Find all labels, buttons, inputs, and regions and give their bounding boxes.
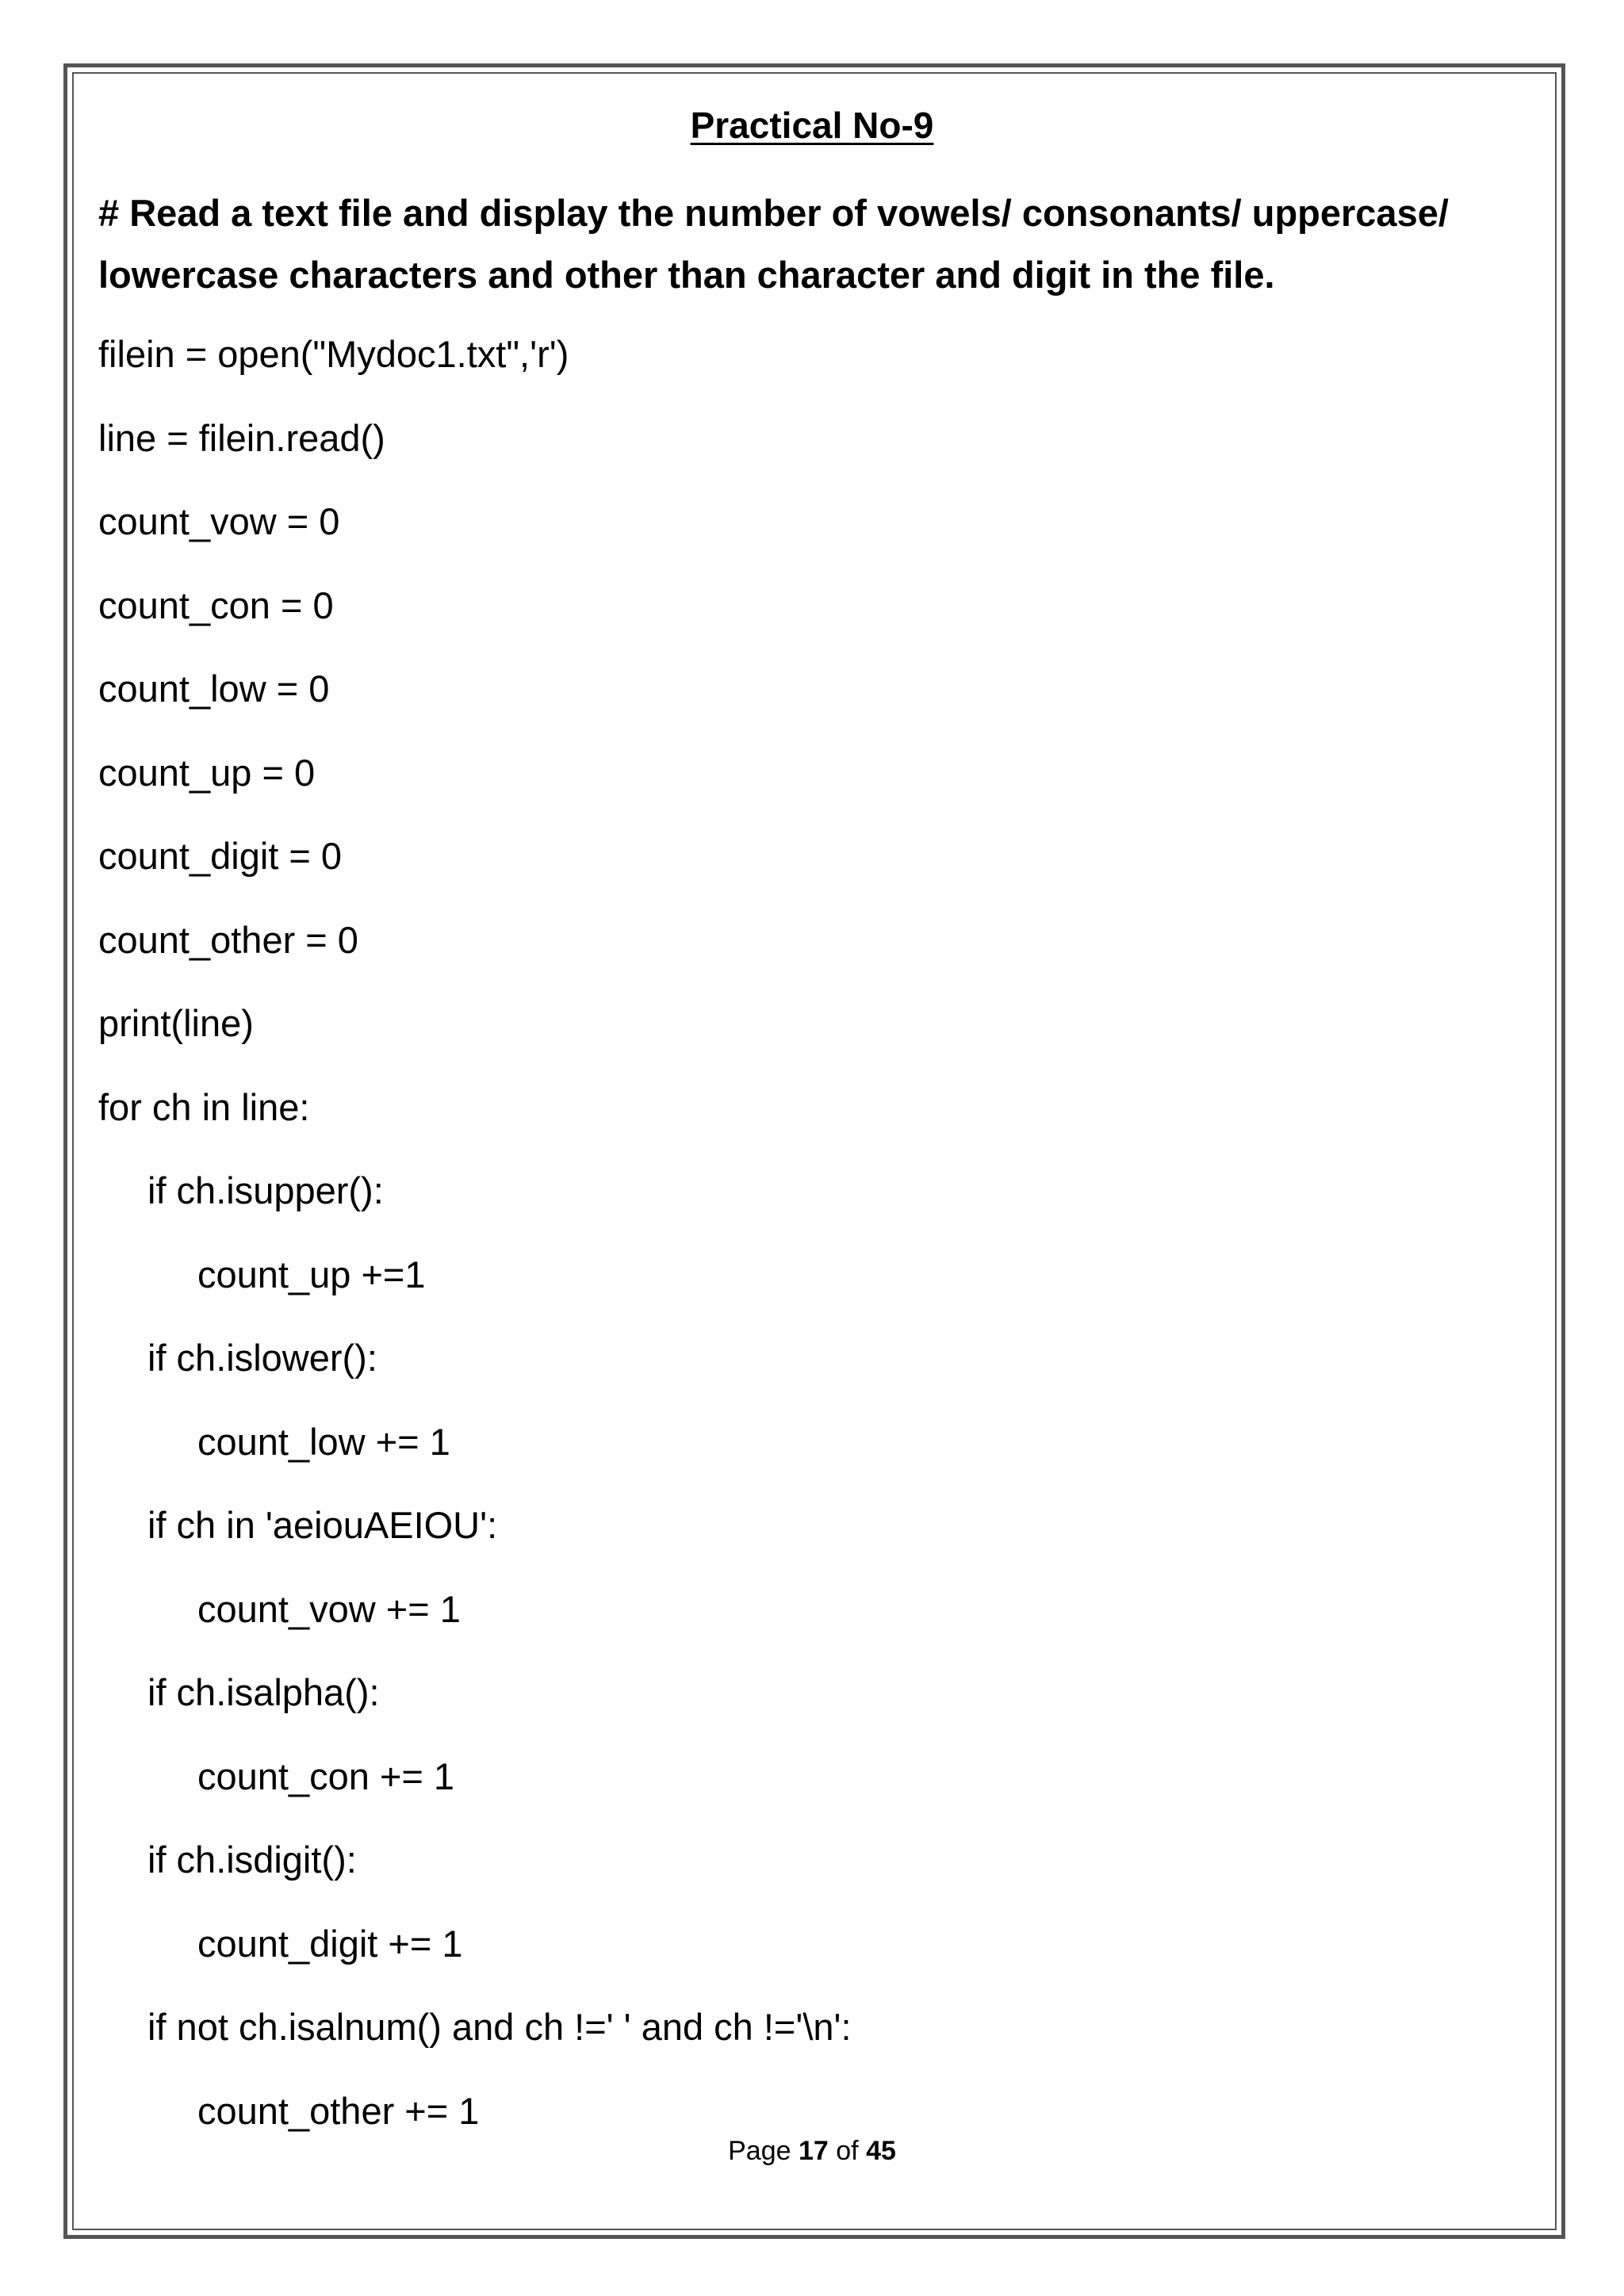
code-line: count_low = 0 [98,668,330,710]
code-line: count_vow = 0 [98,500,340,542]
code-line: count_digit = 0 [98,835,343,877]
current-page: 17 [798,2136,829,2166]
total-pages: 45 [866,2136,896,2166]
of-label: of [836,2136,859,2166]
code-line: filein = open("Mydoc1.txt",'r') [98,333,569,375]
code-line: print(line) [98,1002,254,1044]
code-line: count_other = 0 [98,918,358,961]
practical-title: Practical No-9 [690,105,934,146]
code-line: if ch.isdigit(): [147,1839,357,1881]
code-line: line = filein.read() [98,416,385,459]
code-line: if ch.isupper(): [147,1169,384,1211]
code-line: count_con += 1 [197,1755,455,1797]
task-heading: # Read a text file and display the number of vowels/ consonants/ uppercase/ lowercase characters and other than character and digit in the file. [98,192,1449,296]
page-number [0,2131,1624,2171]
code-line: count_digit += 1 [197,1922,463,1965]
code-line: if ch.isalpha(): [147,1671,380,1713]
code-line: for ch in line: [98,1085,310,1128]
code-line: count_con = 0 [98,584,334,626]
code-line: if not ch.isalnum() and ch !=' ' and ch !='\n': [147,2006,852,2048]
code-listing [98,325,852,2165]
code-line: count_up = 0 [98,751,316,794]
code-line: count_other += 1 [197,2089,480,2132]
code-line: count_up +=1 [197,1253,426,1295]
code-line: if ch in 'aeiouAEIOU': [147,1504,498,1546]
code-line: count_low += 1 [197,1420,450,1463]
code-line: if ch.islower(): [147,1337,377,1379]
code-line: count_vow += 1 [197,1587,461,1630]
page-label: Page [728,2136,791,2166]
